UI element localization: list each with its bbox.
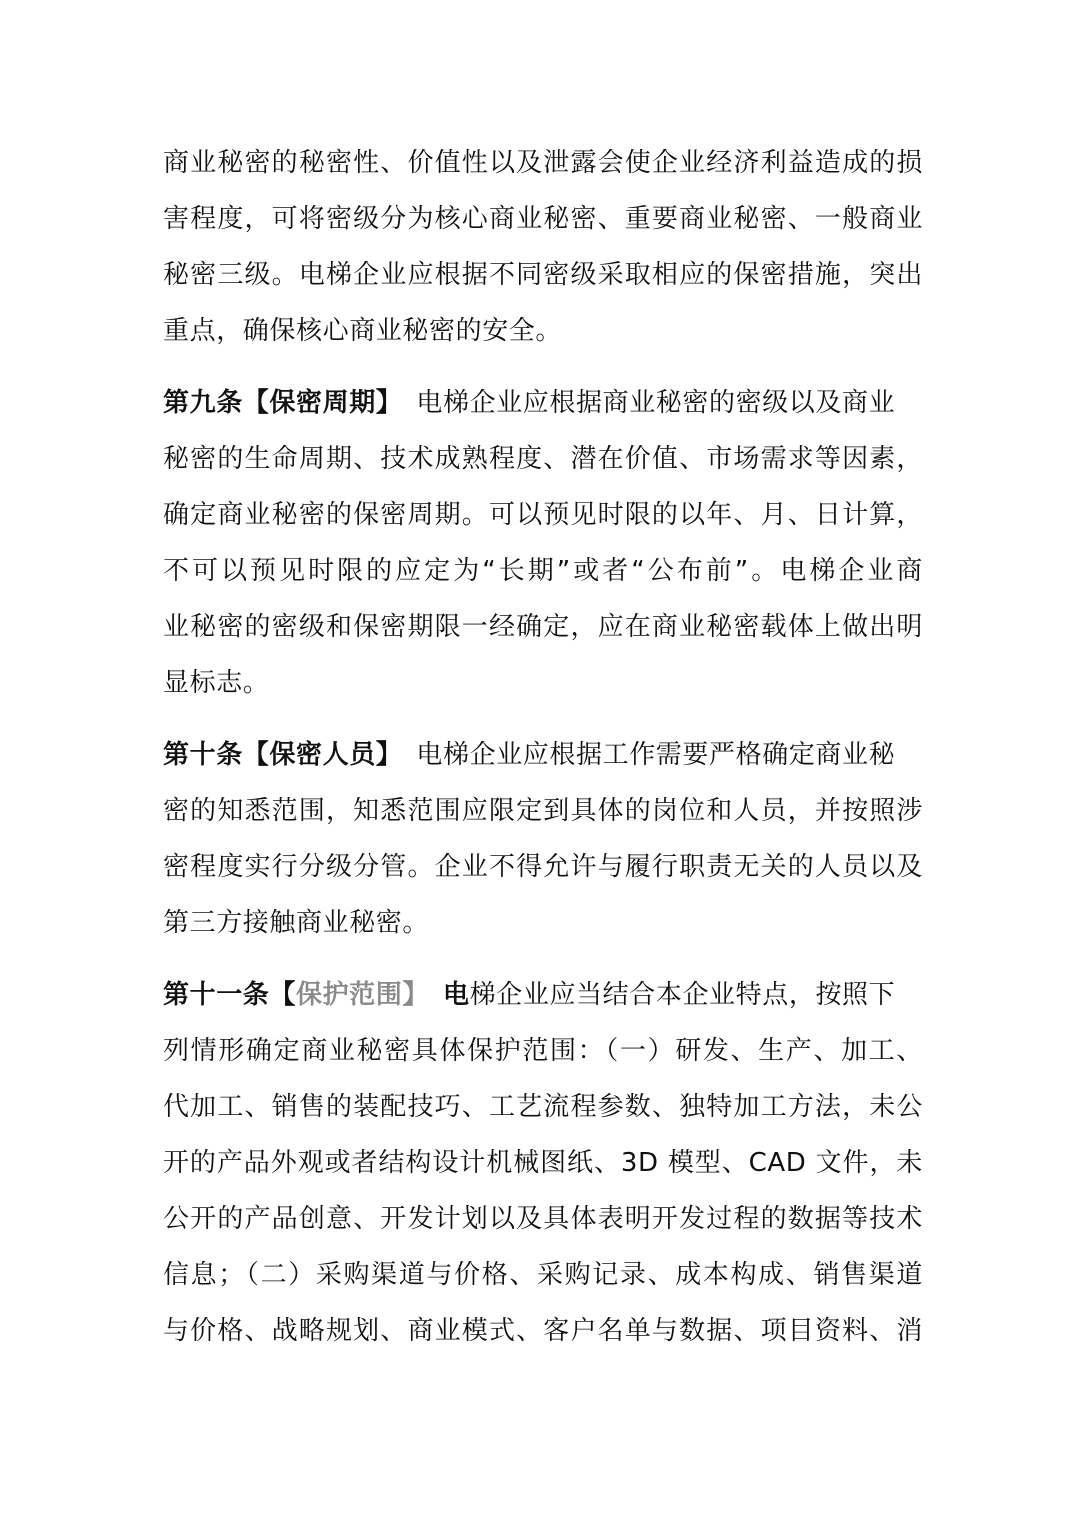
text-line: 列情形确定商业秘密具体保护范围：（一）研发、生产、加工、: [163, 1036, 923, 1066]
article-9-title: 第九条【保密周期】: [163, 388, 403, 418]
text-line: 公开的产品创意、开发计划以及具体表明开发过程的数据等技术: [163, 1204, 923, 1234]
text-line: 害程度，可将密级分为核心商业秘密、重要商业秘密、一般商业: [163, 204, 923, 234]
text-line: 显标志。: [163, 668, 270, 698]
article-11-title: 第十一条【: [163, 980, 297, 1010]
article-10-title: 第十条【保密人员】: [163, 740, 403, 770]
text-line: 重点，确保核心商业秘密的安全。: [163, 316, 563, 346]
text-line: 秘密三级。电梯企业应根据不同密级采取相应的保密措施，突出: [163, 260, 923, 290]
article-10-lead: 电梯企业应根据工作需要严格确定商业秘: [416, 740, 896, 770]
article-11-lead: 梯企业应当结合本企业特点，按照下: [469, 980, 896, 1010]
article-9-lead: 电梯企业应根据商业秘密的密级以及商业: [416, 388, 896, 418]
text-line: 确定商业秘密的保密周期。可以预见时限的以年、月、日计算，: [163, 500, 923, 530]
text-line: 开的产品外观或者结构设计机械图纸、3D 模型、CAD 文件，未: [163, 1148, 923, 1178]
text-line: 代加工、销售的装配技巧、工艺流程参数、独特加工方法，未公: [163, 1092, 923, 1122]
text-line: 密程度实行分级分管。企业不得允许与履行职责无关的人员以及: [163, 852, 923, 882]
article-11-lead-strong: 电: [443, 980, 470, 1010]
text-line: 信息；（二）采购渠道与价格、采购记录、成本构成、销售渠道: [163, 1260, 923, 1290]
text-line: 第三方接触商业秘密。: [163, 908, 430, 938]
article-9-first-line: [163, 386, 923, 420]
article-10-first-line: [163, 738, 923, 772]
text-line: 密的知悉范围，知悉范围应限定到具体的岗位和人员，并按照涉: [163, 796, 923, 826]
text-line: 秘密的生命周期、技术成熟程度、潜在价值、市场需求等因素，: [163, 444, 923, 474]
article-11-first-line: [163, 978, 923, 1012]
article-11-title-highlight: 保护范围】: [296, 980, 430, 1010]
text-line: 与价格、战略规划、商业模式、客户名单与数据、项目资料、消: [163, 1316, 923, 1346]
text-line: 业秘密的密级和保密期限一经确定，应在商业秘密载体上做出明: [163, 612, 923, 642]
text-line: 不可以预见时限的应定为“长期”或者“公布前”。电梯企业商: [163, 556, 923, 586]
text-line: 商业秘密的秘密性、价值性以及泄露会使企业经济利益造成的损: [163, 148, 923, 178]
